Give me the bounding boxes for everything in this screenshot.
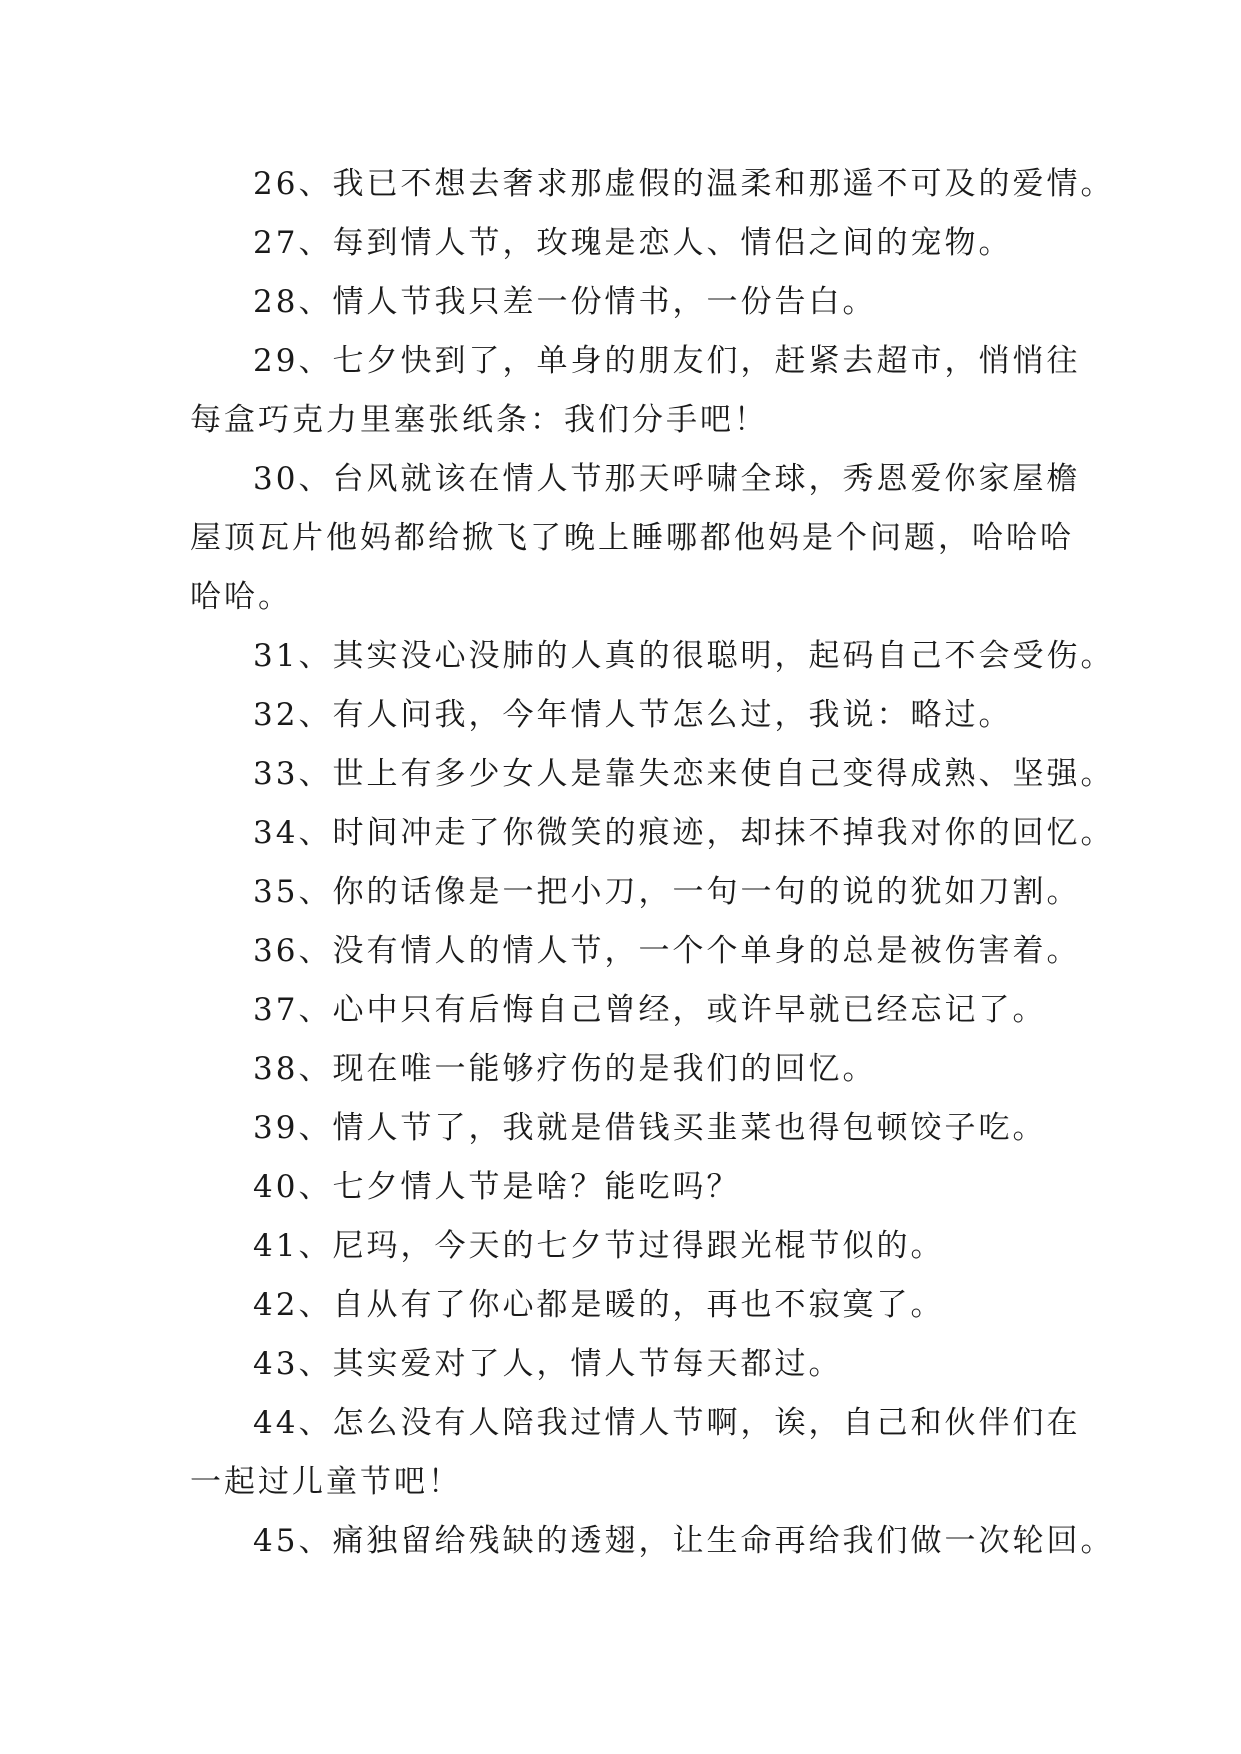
paragraph-45: 45、痛独留给残缺的透翅，让生命再给我们做一次轮回。 [253, 1523, 1115, 1559]
paragraph-40: 40、七夕情人节是啥？能吃吗？ [253, 1169, 741, 1205]
paragraph-42: 42、自从有了你心都是暖的，再也不寂寞了。 [253, 1287, 945, 1323]
paragraph-30-line-3: 哈哈。 [190, 579, 292, 615]
paragraph-32: 32、有人问我，今年情人节怎么过，我说：略过。 [253, 697, 1013, 733]
paragraph-36: 36、没有情人的情人节，一个个单身的总是被伤害着。 [253, 933, 1081, 969]
paragraph-31: 31、其实没心没肺的人真的很聪明，起码自己不会受伤。 [253, 638, 1115, 674]
paragraph-30-line-1: 30、台风就该在情人节那天呼啸全球，秀恩爱你家屋檐 [253, 461, 1081, 497]
paragraph-38: 38、现在唯一能够疗伤的是我们的回忆。 [253, 1051, 877, 1087]
paragraph-44-line-2: 一起过儿童节吧！ [190, 1464, 462, 1500]
paragraph-26: 26、我已不想去奢求那虚假的温柔和那遥不可及的爱情。 [253, 166, 1115, 202]
paragraph-30-line-2: 屋顶瓦片他妈都给掀飞了晚上睡哪都他妈是个问题，哈哈哈 [190, 520, 1074, 556]
paragraph-35: 35、你的话像是一把小刀，一句一句的说的犹如刀割。 [253, 874, 1081, 910]
paragraph-44-line-1: 44、怎么没有人陪我过情人节啊，诶，自己和伙伴们在 [253, 1405, 1081, 1441]
paragraph-34: 34、时间冲走了你微笑的痕迹，却抹不掉我对你的回忆。 [253, 815, 1115, 851]
paragraph-27: 27、每到情人节，玫瑰是恋人、情侣之间的宠物。 [253, 225, 1013, 261]
paragraph-43: 43、其实爱对了人，情人节每天都过。 [253, 1346, 843, 1382]
paragraph-28: 28、情人节我只差一份情书，一份告白。 [253, 284, 877, 320]
paragraph-29-line-2: 每盒巧克力里塞张纸条：我们分手吧！ [190, 402, 768, 438]
paragraph-33: 33、世上有多少女人是靠失恋来使自己变得成熟、坚强。 [253, 756, 1115, 792]
paragraph-29-line-1: 29、七夕快到了，单身的朋友们，赶紧去超市，悄悄往 [253, 343, 1081, 379]
paragraph-37: 37、心中只有后悔自己曾经，或许早就已经忘记了。 [253, 992, 1047, 1028]
paragraph-41: 41、尼玛，今天的七夕节过得跟光棍节似的。 [253, 1228, 945, 1264]
paragraph-39: 39、情人节了，我就是借钱买韭菜也得包顿饺子吃。 [253, 1110, 1047, 1146]
